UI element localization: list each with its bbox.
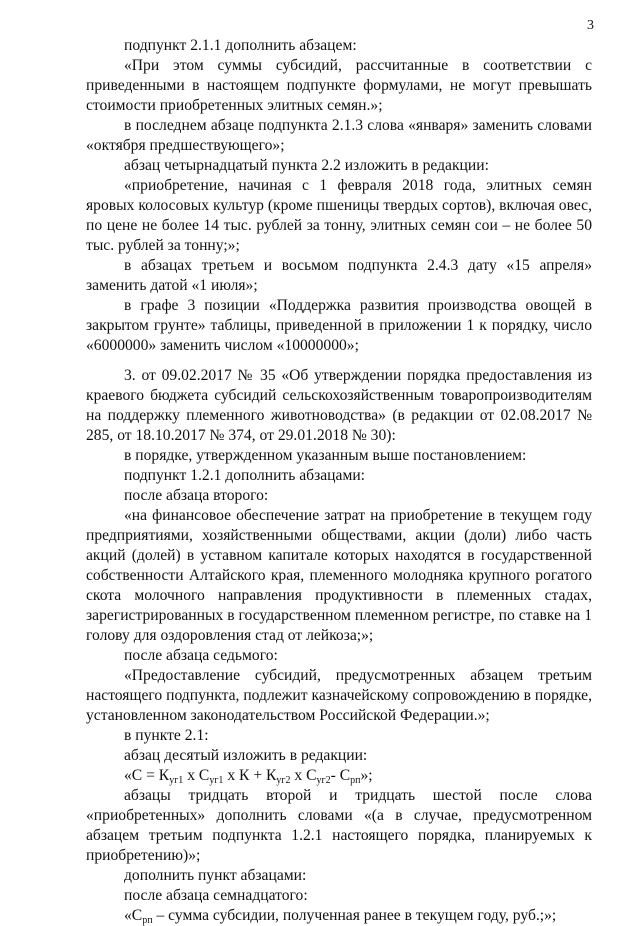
paragraph: после абзаца второго: <box>124 487 269 504</box>
paragraph: в пункте 2.1: <box>124 727 209 744</box>
paragraph-item-3: 3. от 09.02.2017 № 35 «Об утверждении порядка предоставления из краевого бюджета субсидий сельскохозяйственным товаропроизводителям на поддержку племенного животноводства» (в редакции от 02.08.2017 № 285, от 18.10.2017 № 374, от 29.01.2018 № 30): <box>86 367 592 444</box>
paragraph: абзац четырнадцатый пункта 2.2 изложить в редакции: <box>124 157 489 174</box>
paragraph: «на финансовое обеспечение затрат на приобретение в текущем году предприятиями, хозяйственными обществами, акции (доли) либо часть акций (долей) в уставном капитале которых находятся в государственной собственности Алтайского края, племенного молодняка крупного рогатого скота молочного направления продуктивности в племенных стадах, зарегистрированных в государственном племенном регистре, по ставке на 1 голову для оздоровления стад от лейкоза;»; <box>86 507 592 644</box>
definition-line: «$С_{рп}$ – сумма субсидии, полученная ранее в текущем году, руб.;»; <box>124 907 557 926</box>
formula-line: «$С = К_{уг1}$ х $С_{уг1}$ х $К + К_{уг2}$ х $С_{уг2}-$ $С_{рп}$»; <box>124 767 373 786</box>
document-body <box>86 36 592 926</box>
paragraph: в абзацах третьем и восьмом подпункта 2.4.3 дату «15 апреля» заменить датой «1 июля»; <box>86 257 592 294</box>
paragraph: абзацы тридцать второй и тридцать шестой после слова «приобретенных» дополнить словами «(а в случае, предусмотренном абзацем третьим подпункта 1.2.1 настоящего порядка, планируемых к приобретению)»; <box>86 787 592 864</box>
paragraph: абзац десятый изложить в редакции: <box>124 747 368 764</box>
paragraph: в графе 3 позиции «Поддержка развития производства овощей в закрытом грунте» таблицы, приведенной в приложении 1 к порядку, число «6000000» заменить числом «10000000»; <box>86 297 592 354</box>
paragraph: «Предоставление субсидий, предусмотренных абзацем третьим настоящего подпункта, подлежит казначейскому сопровождению в порядке, установленном законодательством Российской Федерации.»; <box>86 667 592 724</box>
paragraph: «приобретение, начиная с 1 февраля 2018 года, элитных семян яровых колосовых культур (кроме пшеницы твердых сортов), включая овес, по цене не более 14 тыс. рублей за тонну, элитных семян сои – не более 50 тыс. рублей за тонну;»; <box>86 177 592 254</box>
paragraph: «При этом суммы субсидий, рассчитанные в соответствии с приведенными в настоящем подпункте формулами, не могут превышать стоимости приобретенных элитных семян.»; <box>86 57 592 114</box>
paragraph: подпункт 2.1.1 дополнить абзацем: <box>124 37 357 54</box>
paragraph: после абзаца седьмого: <box>124 647 278 664</box>
paragraph: в порядке, утвержденном указанным выше постановлением: <box>124 447 527 464</box>
page-number: 3 <box>587 18 594 33</box>
paragraph: дополнить пункт абзацами: <box>124 867 307 884</box>
paragraph: подпункт 1.2.1 дополнить абзацами: <box>124 467 365 484</box>
paragraph: после абзаца семнадцатого: <box>124 887 308 904</box>
paragraph: в последнем абзаце подпункта 2.1.3 слова «января» заменить словами «октября предшествующего»; <box>86 117 592 154</box>
